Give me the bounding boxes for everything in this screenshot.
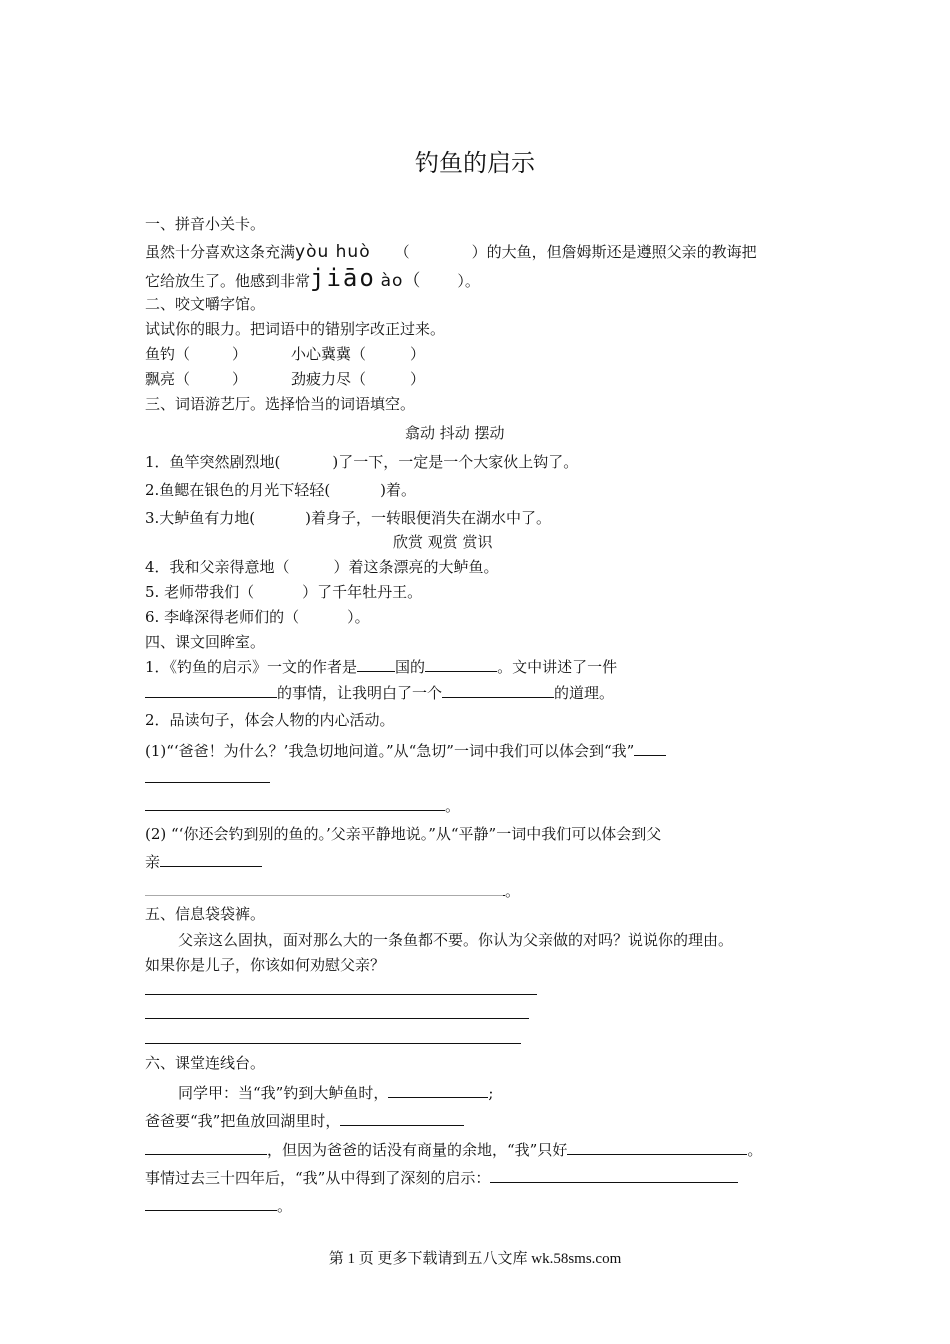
section6-line2 — [145, 1110, 464, 1131]
section2-row1 — [145, 344, 425, 364]
question-4-2-2b — [145, 851, 262, 872]
answer-blank[interactable] — [145, 795, 445, 811]
question-3-1 — [145, 452, 578, 472]
s1-text-2b: ）。 — [457, 272, 480, 290]
answer-blank[interactable] — [425, 656, 497, 672]
section6-line1 — [178, 1082, 493, 1103]
pinyin-youhuo: yòu huò — [295, 242, 371, 262]
q-text: 1．《钓鱼的启示》一文的作者是 — [145, 658, 358, 676]
q-text: 。文中讲述了一件 — [497, 658, 618, 676]
answer-line[interactable] — [145, 994, 537, 995]
q-text: 5. 老师带我们（ — [145, 583, 255, 601]
section6-line3 — [145, 1139, 762, 1160]
answer-blank[interactable] — [567, 1139, 747, 1155]
word-options-2: 欣赏 观赏 赏识 — [393, 533, 493, 551]
q-text: ）了千年牡丹王。 — [302, 583, 423, 601]
section5-para1: 父亲这么固执，面对那么大的一条鱼都不要。你认为父亲做的对吗？说说你的理由。 — [178, 931, 734, 949]
section2-heading: 二、咬文嚼字馆。 — [145, 295, 266, 313]
q-text: 1．鱼竿突然剧烈地( — [145, 453, 281, 471]
answer-blank[interactable] — [388, 1082, 488, 1098]
section2-intro: 试试你的眼力。把词语中的错别字改正过来。 — [145, 320, 446, 338]
q-text: 的道理。 — [554, 684, 615, 702]
q-text: 。 — [445, 797, 461, 815]
answer-blank[interactable] — [145, 1195, 277, 1211]
page-footer: 第 1 页 更多下载请到五八文库 wk.58sms.com — [328, 1251, 622, 1267]
answer-line-end — [145, 795, 460, 816]
s1-text-2a: 它给放生了。他感到非常 — [145, 272, 311, 290]
s1-paren-open: （ — [394, 243, 410, 261]
section1-line1 — [145, 242, 757, 262]
q-text: )了一下，一定是一个大家伙上钩了。 — [332, 453, 579, 471]
question-4-2-2: (2) “‘你还会钓到别的鱼的。’父亲平静地说。”从“平静”一词中我们可以体会到父 — [145, 825, 662, 843]
answer-line[interactable] — [145, 1043, 521, 1044]
section6-heading: 六、课堂连线台。 — [145, 1054, 266, 1072]
section5-heading: 五、信息袋袋裤。 — [145, 905, 266, 923]
section3-heading: 三、词语游艺厅。选择恰当的词语填空。 — [145, 395, 416, 413]
paren-close: ） — [410, 345, 426, 363]
q-text: )着。 — [380, 481, 417, 499]
q-text: 。 — [277, 1197, 293, 1215]
q-text: (1)“‘爸爸！为什么？’我急切地问道。”从“急切”一词中我们可以体会到“我” — [145, 742, 635, 760]
section1-line2 — [145, 264, 480, 292]
answer-blank[interactable] — [634, 740, 666, 756]
answer-blank[interactable] — [340, 1110, 464, 1126]
q-text: 亲 — [145, 853, 161, 871]
question-4-1a — [145, 656, 617, 677]
word-item: 劲疲力尽（ — [291, 370, 367, 388]
question-4-2-1 — [145, 740, 666, 761]
answer-line[interactable] — [145, 782, 270, 783]
answer-blank[interactable] — [490, 1167, 738, 1183]
word-item: 鱼钓（ — [145, 345, 191, 363]
q-text: ; — [488, 1084, 494, 1102]
q-text: 3.大鲈鱼有力地( — [145, 509, 256, 527]
paren-close: ） — [232, 370, 248, 388]
pinyin-jiao: jiāo — [310, 264, 376, 292]
question-3-6 — [145, 607, 370, 627]
s1-text-c: ）的大鱼，但詹姆斯还是遵照父亲的教诲把 — [471, 243, 757, 261]
page-title: 钓鱼的启示 — [415, 149, 535, 177]
word-item: 飘亮（ — [145, 370, 191, 388]
section2-row2 — [145, 369, 425, 389]
s1-text-a: 虽然十分喜欢这条充满 — [145, 243, 296, 261]
answer-blank[interactable] — [145, 682, 277, 698]
answer-blank[interactable] — [357, 656, 395, 672]
paren-close: ） — [232, 345, 248, 363]
question-3-5 — [145, 582, 422, 602]
section5-para2: 如果你是儿子，你该如何劝慰父亲？ — [145, 956, 386, 974]
q-text: 国的 — [395, 658, 426, 676]
paren-close: ） — [410, 370, 426, 388]
q-text: 爸爸要“我”把鱼放回湖里时， — [145, 1112, 341, 1130]
q-text: 同学甲：当“我”钓到大鲈鱼时， — [178, 1084, 389, 1102]
q-text: ，但因为爸爸的话没有商量的余地，“我”只好 — [267, 1141, 568, 1159]
question-3-2 — [145, 480, 416, 500]
answer-blank[interactable] — [145, 1139, 267, 1155]
pinyin-ao: ào（ — [380, 271, 422, 291]
answer-line-end-2 — [145, 880, 520, 901]
question-3-3 — [145, 508, 551, 528]
q-text: 4．我和父亲得意地（ — [145, 558, 290, 576]
q-text: 事情过去三十四年后，“我”从中得到了深刻的启示： — [145, 1169, 491, 1187]
answer-blank[interactable] — [442, 682, 554, 698]
question-3-4 — [145, 557, 499, 577]
q-text: ）。 — [347, 608, 370, 626]
section4-heading: 四、课文回眸室。 — [145, 633, 266, 651]
word-options-1: 翕动 抖动 摆动 — [405, 424, 505, 442]
answer-line[interactable] — [145, 1018, 529, 1019]
q-text: ）着这条漂亮的大鲈鱼。 — [333, 558, 499, 576]
answer-blank[interactable] — [160, 851, 262, 867]
question-4-1b — [145, 682, 614, 703]
section1-heading: 一、拼音小关卡。 — [145, 215, 266, 233]
q-text: )着身子，一转眼便消失在湖水中了。 — [305, 509, 552, 527]
section6-line5 — [145, 1195, 292, 1216]
q-text: 6. 李峰深得老师们的（ — [145, 608, 300, 626]
q-text: 的事情，让我明白了一个 — [277, 684, 443, 702]
section6-line4 — [145, 1167, 738, 1188]
word-item: 小心冀冀（ — [291, 345, 367, 363]
answer-blank[interactable] — [145, 880, 503, 896]
q-text: 。 — [505, 882, 521, 900]
question-4-2: 2．品读句子，体会人物的内心活动。 — [145, 711, 395, 729]
q-text: 2.鱼鳃在银色的月光下轻轻( — [145, 481, 331, 499]
q-text: 。 — [747, 1141, 763, 1159]
